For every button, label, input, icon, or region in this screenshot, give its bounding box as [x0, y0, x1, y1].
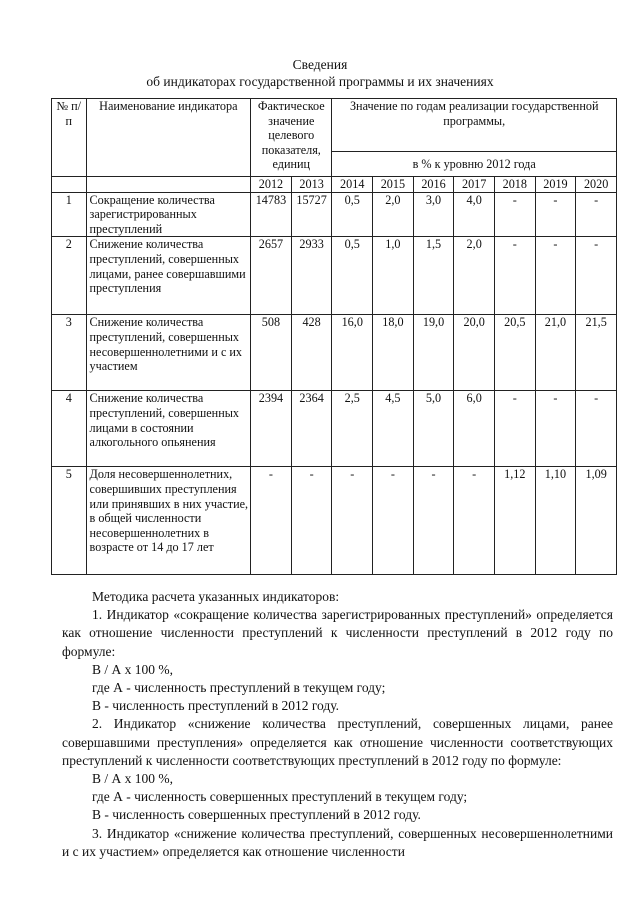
value-cell: -: [494, 237, 535, 315]
row-num: 2: [52, 237, 87, 315]
value-cell: 1,09: [576, 467, 617, 575]
value-cell: 2657: [251, 237, 292, 315]
value-cell: 4,5: [373, 391, 414, 467]
value-cell: 2933: [291, 237, 332, 315]
value-cell: 21,0: [535, 315, 576, 391]
year-cell: 2014: [332, 177, 373, 193]
value-cell: 2,0: [454, 237, 495, 315]
value-cell: -: [535, 237, 576, 315]
document-subtitle: об индикаторах государственной программы и их значениях: [146, 74, 494, 89]
value-cell: -: [535, 192, 576, 237]
value-cell: 20,5: [494, 315, 535, 391]
table-row: [52, 237, 617, 315]
header-fact: Фактическое значение целевого показателя, единиц: [251, 99, 332, 177]
definition-1b: В - численность преступлений в 2012 году.: [92, 698, 340, 714]
year-cell: 2017: [454, 177, 495, 193]
row-name: Снижение количества преступлений, совершенных лицами, ранее совершавшими преступления: [86, 237, 251, 315]
value-cell: 0,5: [332, 237, 373, 315]
year-cell: 2016: [413, 177, 454, 193]
value-cell: -: [576, 192, 617, 237]
indicators-table: [51, 98, 617, 575]
value-cell: 6,0: [454, 391, 495, 467]
value-cell: -: [576, 237, 617, 315]
value-cell: -: [332, 467, 373, 575]
row-num: 5: [52, 467, 87, 575]
value-cell: 18,0: [373, 315, 414, 391]
table-row: [52, 391, 617, 467]
value-cell: -: [413, 467, 454, 575]
header-num: № п/п: [52, 99, 87, 177]
value-cell: -: [373, 467, 414, 575]
year-cell: 2013: [291, 177, 332, 193]
value-cell: 0,5: [332, 192, 373, 237]
value-cell: 508: [251, 315, 292, 391]
value-cell: -: [291, 467, 332, 575]
paragraph-2: 2. Индикатор «снижение количества преступлений, совершенных лицами, ранее совершавшими преступления» определяется как отношение численности соответствующих преступлений к численности соответствующих преступлений в 2012 году по формуле:: [62, 716, 613, 768]
years-empty-name: [86, 177, 251, 193]
year-cell: 2012: [251, 177, 292, 193]
document-title: Сведения: [292, 57, 348, 72]
value-cell: -: [251, 467, 292, 575]
row-num: 1: [52, 192, 87, 237]
header-plan-unit: в % к уровню 2012 года: [332, 152, 617, 177]
definition-2b: В - численность совершенных преступлений в 2012 году.: [92, 807, 421, 823]
table-row: [52, 315, 617, 391]
value-cell: 1,10: [535, 467, 576, 575]
row-name: Снижение количества преступлений, совершенных несовершеннолетними и с их участием: [86, 315, 251, 391]
value-cell: -: [454, 467, 495, 575]
value-cell: 15727: [291, 192, 332, 237]
methodology-text: [62, 588, 613, 861]
value-cell: 2394: [251, 391, 292, 467]
value-cell: 3,0: [413, 192, 454, 237]
value-cell: 2364: [291, 391, 332, 467]
table-row: [52, 192, 617, 237]
year-cell: 2015: [373, 177, 414, 193]
value-cell: 14783: [251, 192, 292, 237]
row-name: Сокращение количества зарегистрированных преступлений: [86, 192, 251, 237]
formula-1: В / А х 100 %,: [92, 661, 173, 677]
table-row: [52, 467, 617, 575]
row-num: 4: [52, 391, 87, 467]
value-cell: -: [535, 391, 576, 467]
definition-2a: где А - численность совершенных преступлений в текущем году;: [92, 789, 468, 805]
value-cell: 1,5: [413, 237, 454, 315]
row-name: Снижение количества преступлений, совершенных лицами в состоянии алкогольного опьянения: [86, 391, 251, 467]
definition-1a: где А - численность преступлений в текущем году;: [92, 680, 386, 696]
methodology-intro: Методика расчета указанных индикаторов:: [92, 589, 340, 604]
paragraph-1: 1. Индикатор «сокращение количества зарегистрированных преступлений» определяется как отношение численности преступлений к численности преступлений в 2012 году по формуле:: [62, 607, 613, 659]
year-cell: 2018: [494, 177, 535, 193]
value-cell: 20,0: [454, 315, 495, 391]
header-name: Наименование индикатора: [86, 99, 251, 177]
value-cell: 1,0: [373, 237, 414, 315]
value-cell: 19,0: [413, 315, 454, 391]
value-cell: 428: [291, 315, 332, 391]
row-num: 3: [52, 315, 87, 391]
year-cell: 2019: [535, 177, 576, 193]
year-cell: 2020: [576, 177, 617, 193]
value-cell: 1,12: [494, 467, 535, 575]
value-cell: 21,5: [576, 315, 617, 391]
value-cell: -: [494, 192, 535, 237]
value-cell: 4,0: [454, 192, 495, 237]
header-plan: Значение по годам реализации государственной программы,: [332, 99, 617, 152]
formula-2: В / А х 100 %,: [92, 771, 173, 787]
value-cell: 2,5: [332, 391, 373, 467]
value-cell: 16,0: [332, 315, 373, 391]
value-cell: 5,0: [413, 391, 454, 467]
value-cell: -: [494, 391, 535, 467]
value-cell: 2,0: [373, 192, 414, 237]
years-empty-num: [52, 177, 87, 193]
paragraph-3: 3. Индикатор «снижение количества преступлений, совершенных несовершеннолетними и с их участием» определяется как отношение численности: [62, 825, 613, 859]
value-cell: -: [576, 391, 617, 467]
row-name: Доля несовершеннолетних, совершивших преступления или принявших в них участие, в общей численности несовершеннолетних в возрасте от 14 до 17 лет: [86, 467, 251, 575]
